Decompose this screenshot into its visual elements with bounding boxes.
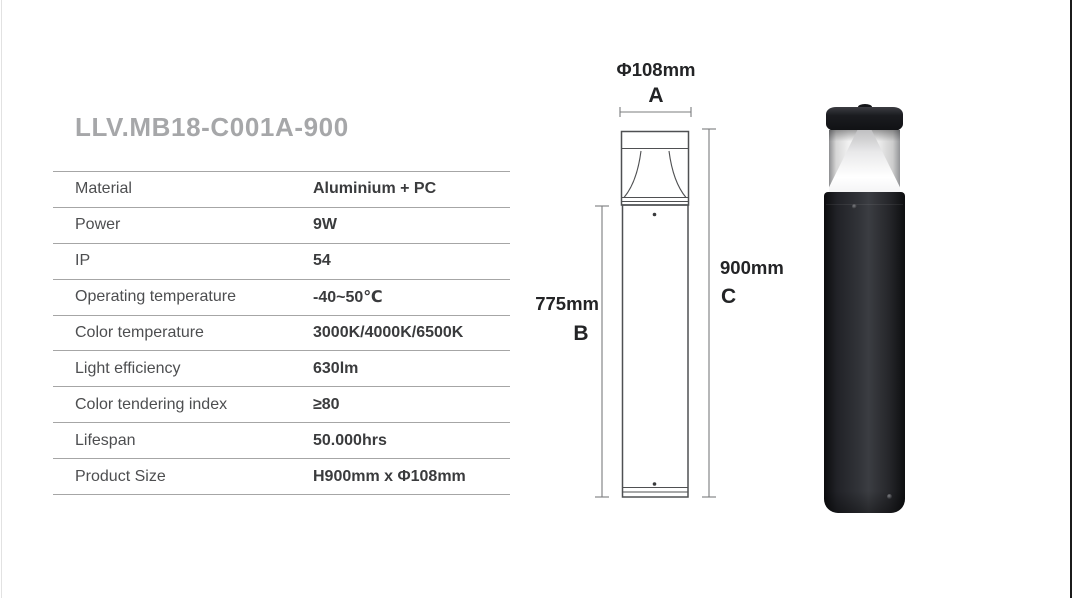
dim-a-line xyxy=(620,107,691,117)
spec-label: Product Size xyxy=(75,467,166,485)
spec-row xyxy=(53,458,510,494)
spec-label: Operating temperature xyxy=(75,288,236,306)
dim-a-value: Φ108mm xyxy=(616,59,696,80)
spec-value: Aluminium + PC xyxy=(313,180,437,198)
spec-label: IP xyxy=(75,252,91,270)
photo-body-joint xyxy=(826,204,903,205)
dim-b-value: 775mm xyxy=(535,293,599,314)
bollard-head-drawing xyxy=(622,132,689,206)
page-left-border xyxy=(1,0,2,598)
spec-row xyxy=(53,422,510,458)
spec-value: 50.000hrs xyxy=(313,431,387,449)
spec-value: ≥80 xyxy=(313,395,340,413)
spec-row xyxy=(53,171,510,207)
photo-screw-top xyxy=(852,204,857,209)
photo-diffuser xyxy=(829,130,900,193)
photo-body xyxy=(824,192,905,513)
spec-row xyxy=(53,243,510,279)
spec-table xyxy=(53,171,510,495)
photo-cap xyxy=(826,107,903,131)
spec-value: 3000K/4000K/6500K xyxy=(313,324,464,341)
spec-label: Light efficiency xyxy=(75,359,181,377)
spec-row xyxy=(53,386,510,422)
spec-row xyxy=(53,207,510,243)
dimension-diagram xyxy=(525,35,805,510)
dim-c-value: 900mm xyxy=(720,257,784,278)
spec-row xyxy=(53,315,510,351)
spec-value: 54 xyxy=(313,252,331,270)
spec-label: Power xyxy=(75,216,121,234)
dim-c-line xyxy=(702,129,716,497)
dim-c-letter: C xyxy=(721,285,737,308)
spec-value: -40~50℃ xyxy=(313,289,383,307)
photo-screw-bottom xyxy=(887,494,892,499)
dim-b-letter: B xyxy=(573,322,589,345)
spec-value: 630lm xyxy=(313,359,359,377)
spec-label: Material xyxy=(75,180,132,198)
product-photo xyxy=(824,104,906,513)
product-model-title: LLV.MB18-C001A-900 xyxy=(75,112,349,142)
dim-a-letter: A xyxy=(648,84,664,107)
spec-value: H900mm x Φ108mm xyxy=(313,467,466,485)
dim-b-line xyxy=(595,206,609,497)
spec-label: Lifespan xyxy=(75,431,136,449)
spec-row xyxy=(53,350,510,386)
spec-label: Color temperature xyxy=(75,324,204,341)
spec-label: Color tendering index xyxy=(75,395,228,413)
spec-row xyxy=(53,279,510,315)
bollard-body-drawing xyxy=(623,205,689,497)
spec-value: 9W xyxy=(313,216,337,234)
